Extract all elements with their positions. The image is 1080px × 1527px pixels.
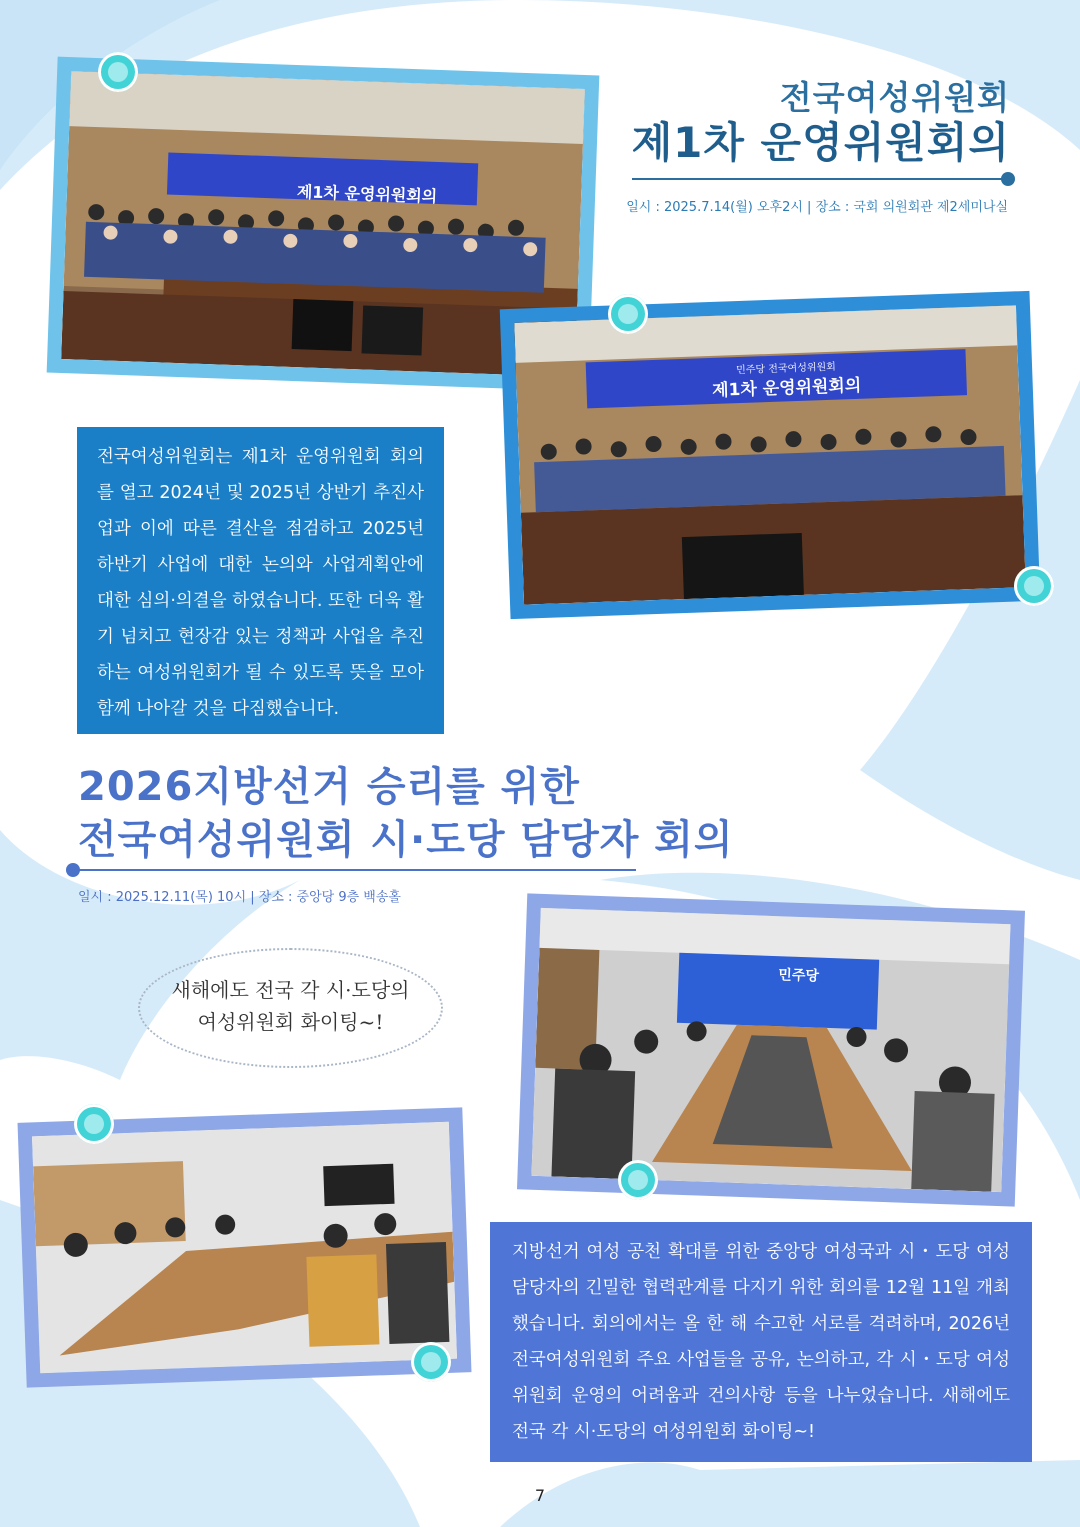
photo2-pin-top — [608, 294, 648, 334]
photo3-pin — [618, 1160, 658, 1200]
section2-title-rule — [76, 869, 636, 871]
section2-title-line2: 전국여성위원회 시·도당 담당자 회의 — [78, 817, 734, 863]
photo4-pin-top — [74, 1104, 114, 1144]
section1-title-top: 전국여성위원회 — [779, 78, 1010, 117]
section1-title-main: 제1차 운영위원회의 — [631, 118, 1010, 167]
section1-body-text: 전국여성위원회는 제1차 운영위원회 회의를 열고 2024년 및 2025년 상반기 추진사업과 이에 따른 결산을 점검하고 2025년 하반기 사업에 대한 논의와 사업계획안에 대한 심의·의결을 하였습니다. 또한 더욱 활기 넘치고 현장감 있는 정책과 사업을 추진하는 여성위원회가 될 수 있도록 뜻을 모아 함께 나아갈 것을 다짐했습니다. — [77, 427, 444, 734]
photo2-pin-bottom — [1014, 566, 1054, 606]
photo3-backdrop-logo: 민주당 — [778, 967, 820, 985]
photo1-pin — [98, 52, 138, 92]
photo1-banner-text: 제1차 운영위원회의 — [296, 182, 438, 206]
photo-meeting-room-wide — [517, 893, 1025, 1206]
section1-meta: 일시 : 2025.7.14(월) 오후2시 | 장소 : 국회 의원회관 제2세미나실 — [626, 200, 1008, 215]
section1-rule-dot — [1001, 172, 1015, 186]
section2-title-line1: 2026지방선거 승리를 위한 — [78, 764, 580, 810]
photo-meeting-room-side — [18, 1107, 472, 1387]
photo2-banner-small: 민주당 전국여성위원회 — [735, 361, 837, 377]
photo-operating-committee-group-2 — [500, 291, 1040, 619]
photo4-pin-bottom — [411, 1342, 451, 1382]
bubble-line1: 새해에도 전국 각 시·도당의 — [171, 978, 410, 1002]
section2-body-text: 지방선거 여성 공천 확대를 위한 중앙당 여성국과 시・도당 여성 담당자의 긴밀한 협력관계를 다지기 위한 회의를 12월 11일 개최했습니다. 회의에서는 올 한 해 수고한 서로를 격려하며, 2026년 전국여성위원회 주요 사업들을 공유, 논의하고, 각 시・도당 여성위원회 운영의 어려움과 건의사항 등을 나누었습니다. 새해에도 전국 각 시·도당의 여성위원회 화이팅~! — [490, 1222, 1032, 1462]
section1-title-rule — [632, 178, 1004, 180]
photo2-banner-text: 제1차 운영위원회의 — [711, 375, 862, 401]
bubble-line2: 여성위원회 화이팅~! — [197, 1010, 384, 1034]
page-number: 7 — [534, 1486, 546, 1505]
section2-meta: 일시 : 2025.12.11(목) 10시 | 장소 : 중앙당 9층 백송홀 — [78, 890, 401, 905]
cheer-bubble — [138, 948, 443, 1068]
